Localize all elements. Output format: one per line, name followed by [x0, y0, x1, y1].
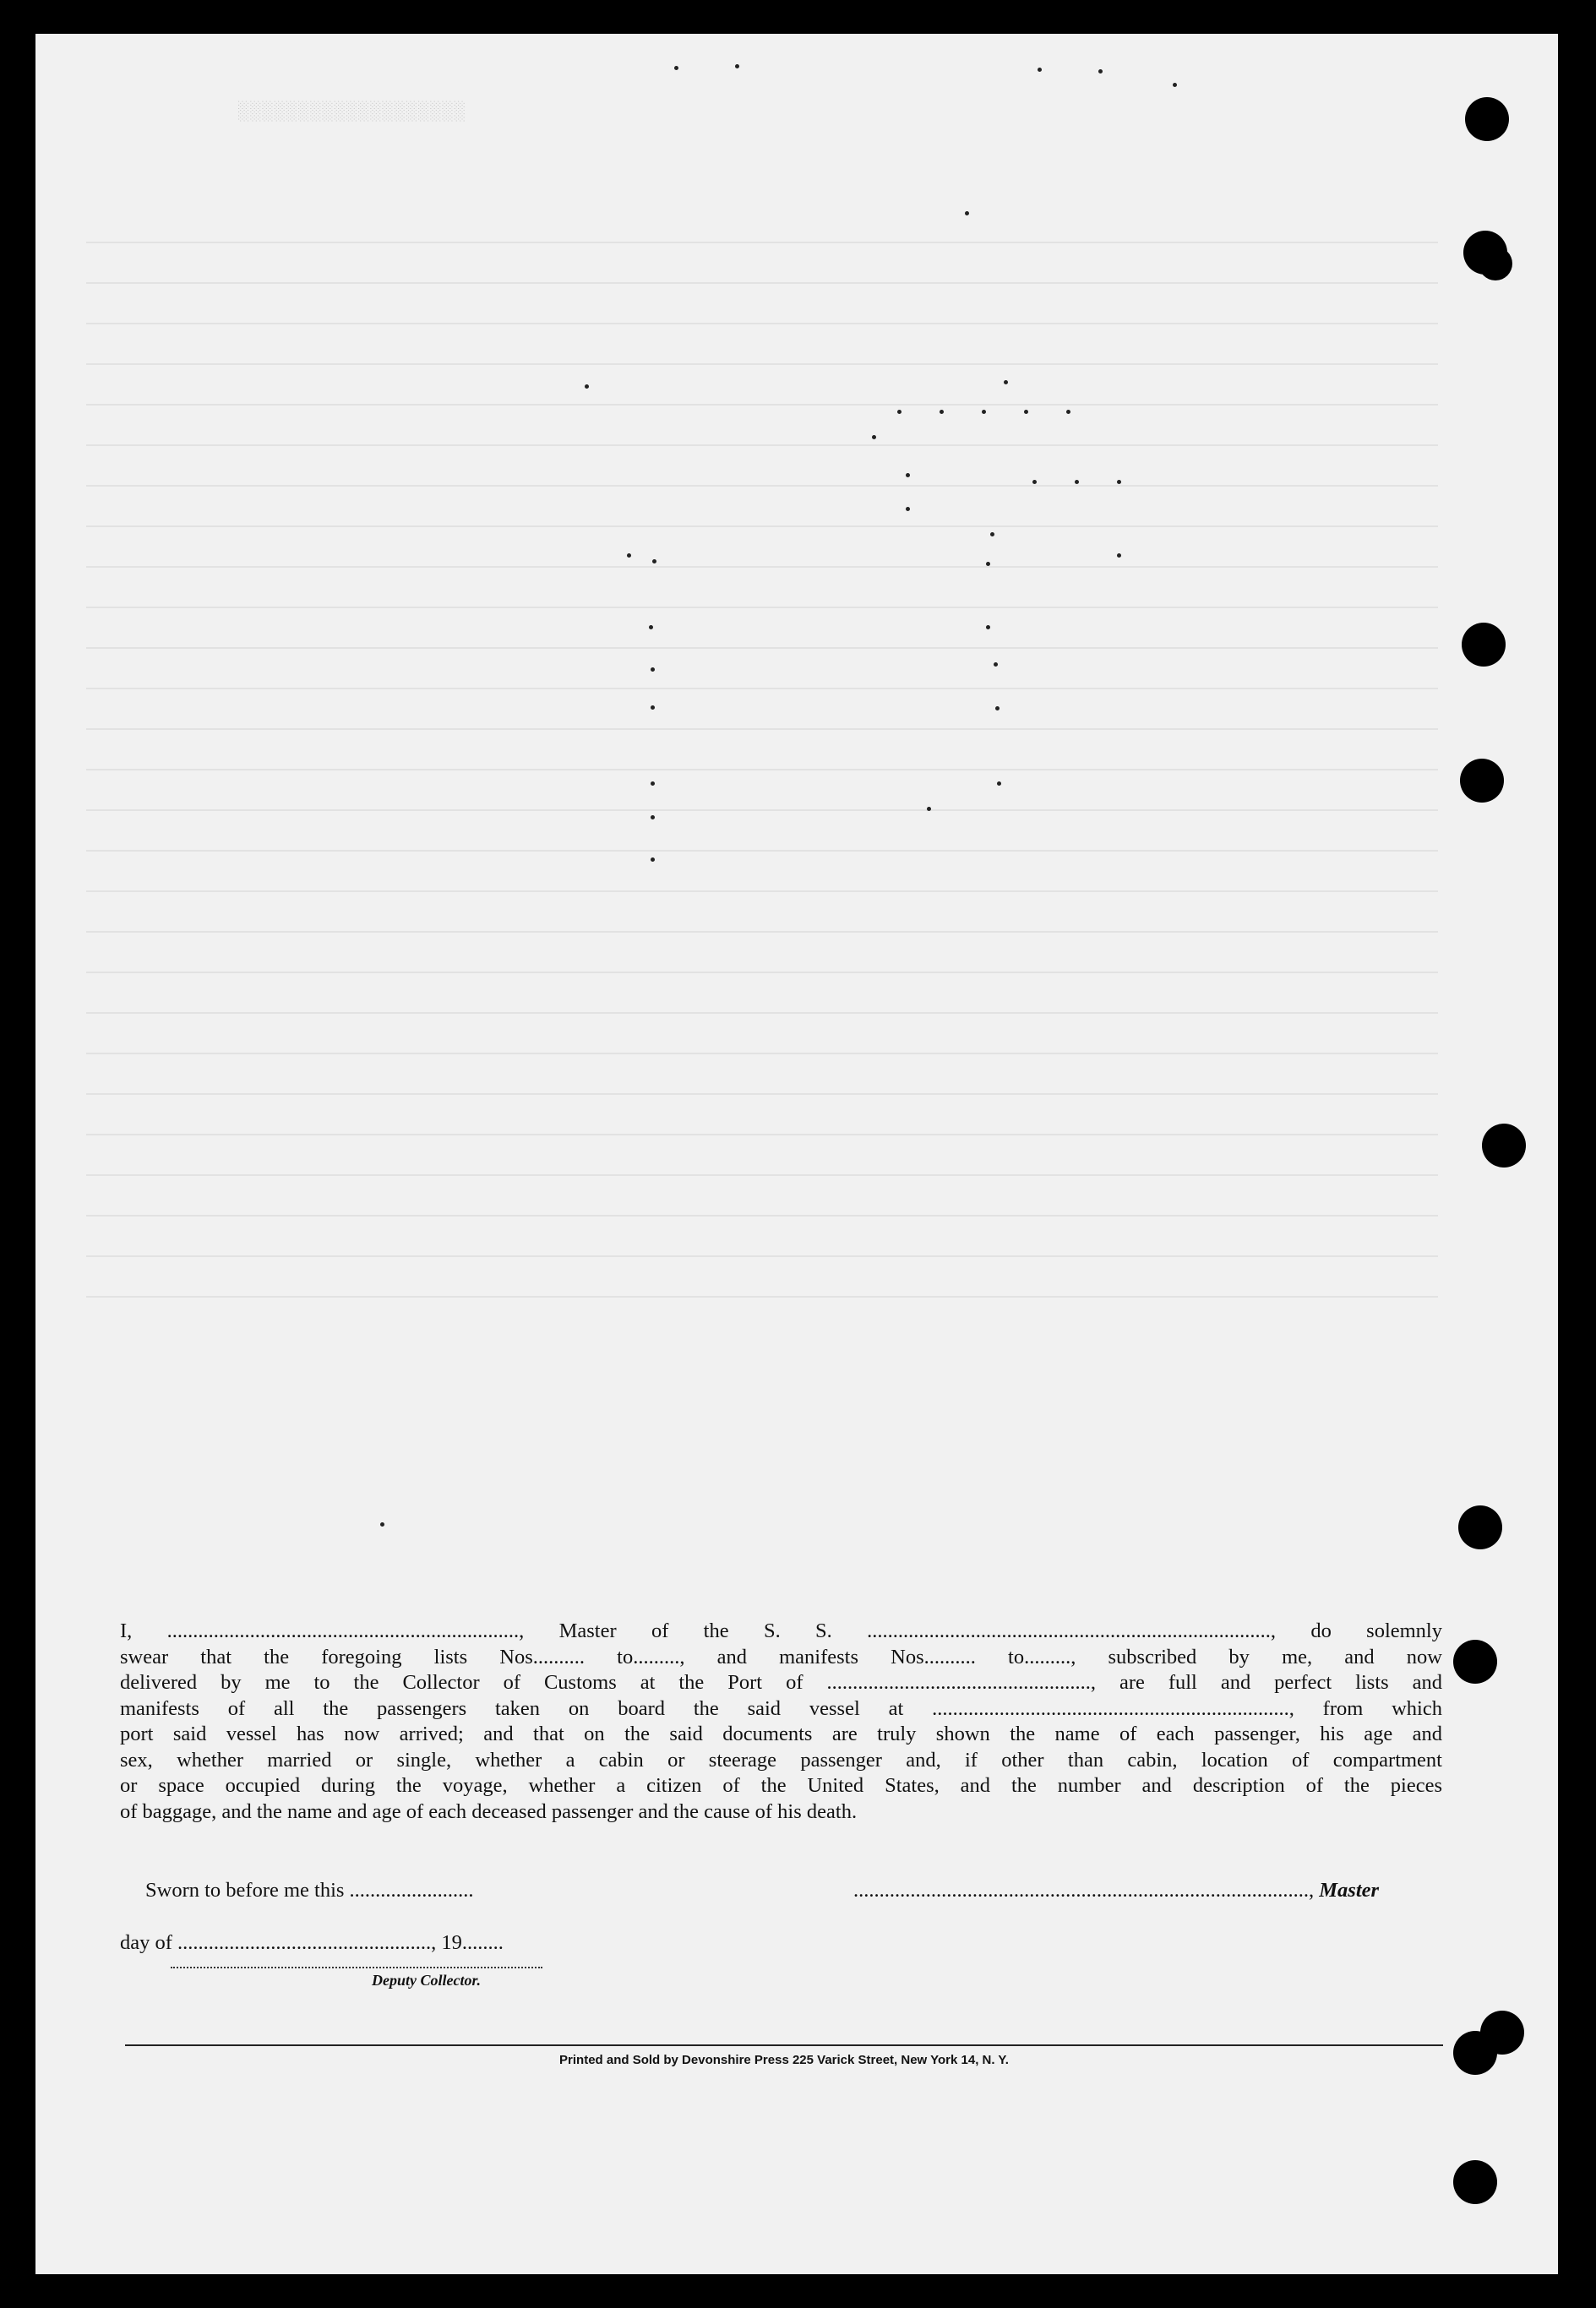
bleed-through-header: ░░░░░░░░░░░░░░░░░░░ — [238, 101, 466, 122]
speck — [906, 507, 910, 511]
master-label: Master — [1319, 1879, 1380, 1902]
oath-line-7: or space occupied during the voyage, whether a citizen of the United States, and the number and description of the pieces — [120, 1774, 1442, 1797]
oath-paragraph — [120, 1619, 1442, 1825]
master-signature-blank: ........................................................................................, — [853, 1879, 1315, 1902]
oath-line-1: I, ...................................................................., Master of the S. S. .............................................................................., do solemnly — [120, 1619, 1442, 1642]
speck — [380, 1522, 384, 1527]
speck — [585, 384, 589, 389]
speck — [651, 815, 655, 819]
speck — [735, 64, 739, 68]
speck — [1075, 480, 1079, 484]
speck — [649, 625, 653, 629]
punch-hole — [1453, 2160, 1497, 2204]
oath-line-2: swear that the foregoing lists Nos.......... to........., and manifests Nos.......... to........., subscribed by me, and now — [120, 1645, 1442, 1668]
manifest-page — [35, 34, 1558, 2274]
speck — [982, 410, 986, 414]
speck — [1117, 480, 1121, 484]
speck — [652, 559, 656, 563]
speck — [1117, 553, 1121, 558]
speck — [651, 705, 655, 710]
deputy-signature-rule — [171, 1967, 542, 1968]
speck — [1004, 380, 1008, 384]
speck — [1032, 480, 1037, 484]
speck — [674, 66, 678, 70]
speck — [997, 781, 1001, 786]
day-of-line: day of ................................................., 19........ — [120, 1931, 504, 1954]
speck — [1066, 410, 1070, 414]
speck — [1173, 83, 1177, 87]
speck — [994, 662, 998, 667]
speck — [927, 807, 931, 811]
speck — [1024, 410, 1028, 414]
deputy-collector-label: Deputy Collector. — [372, 1972, 481, 1989]
oath-line-5: port said vessel has now arrived; and that on the said documents are truly shown the name of each passenger, his age and — [120, 1723, 1442, 1745]
speck — [906, 473, 910, 477]
footer-divider — [125, 2044, 1443, 2046]
oath-line-3: delivered by me to the Collector of Customs at the Port of ..................................................., are full and perfect lists and — [120, 1671, 1442, 1694]
punch-hole — [1453, 2031, 1497, 2075]
speck — [651, 857, 655, 862]
speck — [965, 211, 969, 215]
speck — [1098, 69, 1103, 73]
punch-hole — [1482, 1124, 1526, 1168]
speck — [940, 410, 944, 414]
oath-line-8: of baggage, and the name and age of each deceased passenger and the cause of his death. — [120, 1799, 858, 1823]
punch-hole — [1462, 623, 1506, 667]
printer-imprint: Printed and Sold by Devonshire Press 225 Varick Street, New York 14, N. Y. — [559, 2053, 1009, 2067]
sworn-before-line: Sworn to before me this ........................ — [145, 1879, 474, 1902]
master-signature-line — [853, 1879, 1379, 1902]
speck — [986, 625, 990, 629]
speck — [986, 562, 990, 566]
speck — [995, 706, 1000, 710]
speck — [651, 781, 655, 786]
oath-line-6: sex, whether married or single, whether a cabin or steerage passenger and, if other than cabin, location of compartment — [120, 1748, 1442, 1772]
bleed-through-lines — [86, 203, 1438, 1301]
speck — [897, 410, 901, 414]
punch-hole — [1453, 1640, 1497, 1684]
oath-line-4: manifests of all the passengers taken on board the said vessel at ....................................................................., from which — [120, 1696, 1442, 1720]
punch-hole — [1465, 97, 1509, 141]
speck — [627, 553, 631, 558]
punch-hole — [1460, 759, 1504, 803]
speck — [990, 532, 994, 536]
speck — [651, 667, 655, 672]
speck — [1038, 68, 1042, 72]
punch-hole — [1458, 1505, 1502, 1549]
punch-hole — [1479, 247, 1512, 280]
speck — [872, 435, 876, 439]
